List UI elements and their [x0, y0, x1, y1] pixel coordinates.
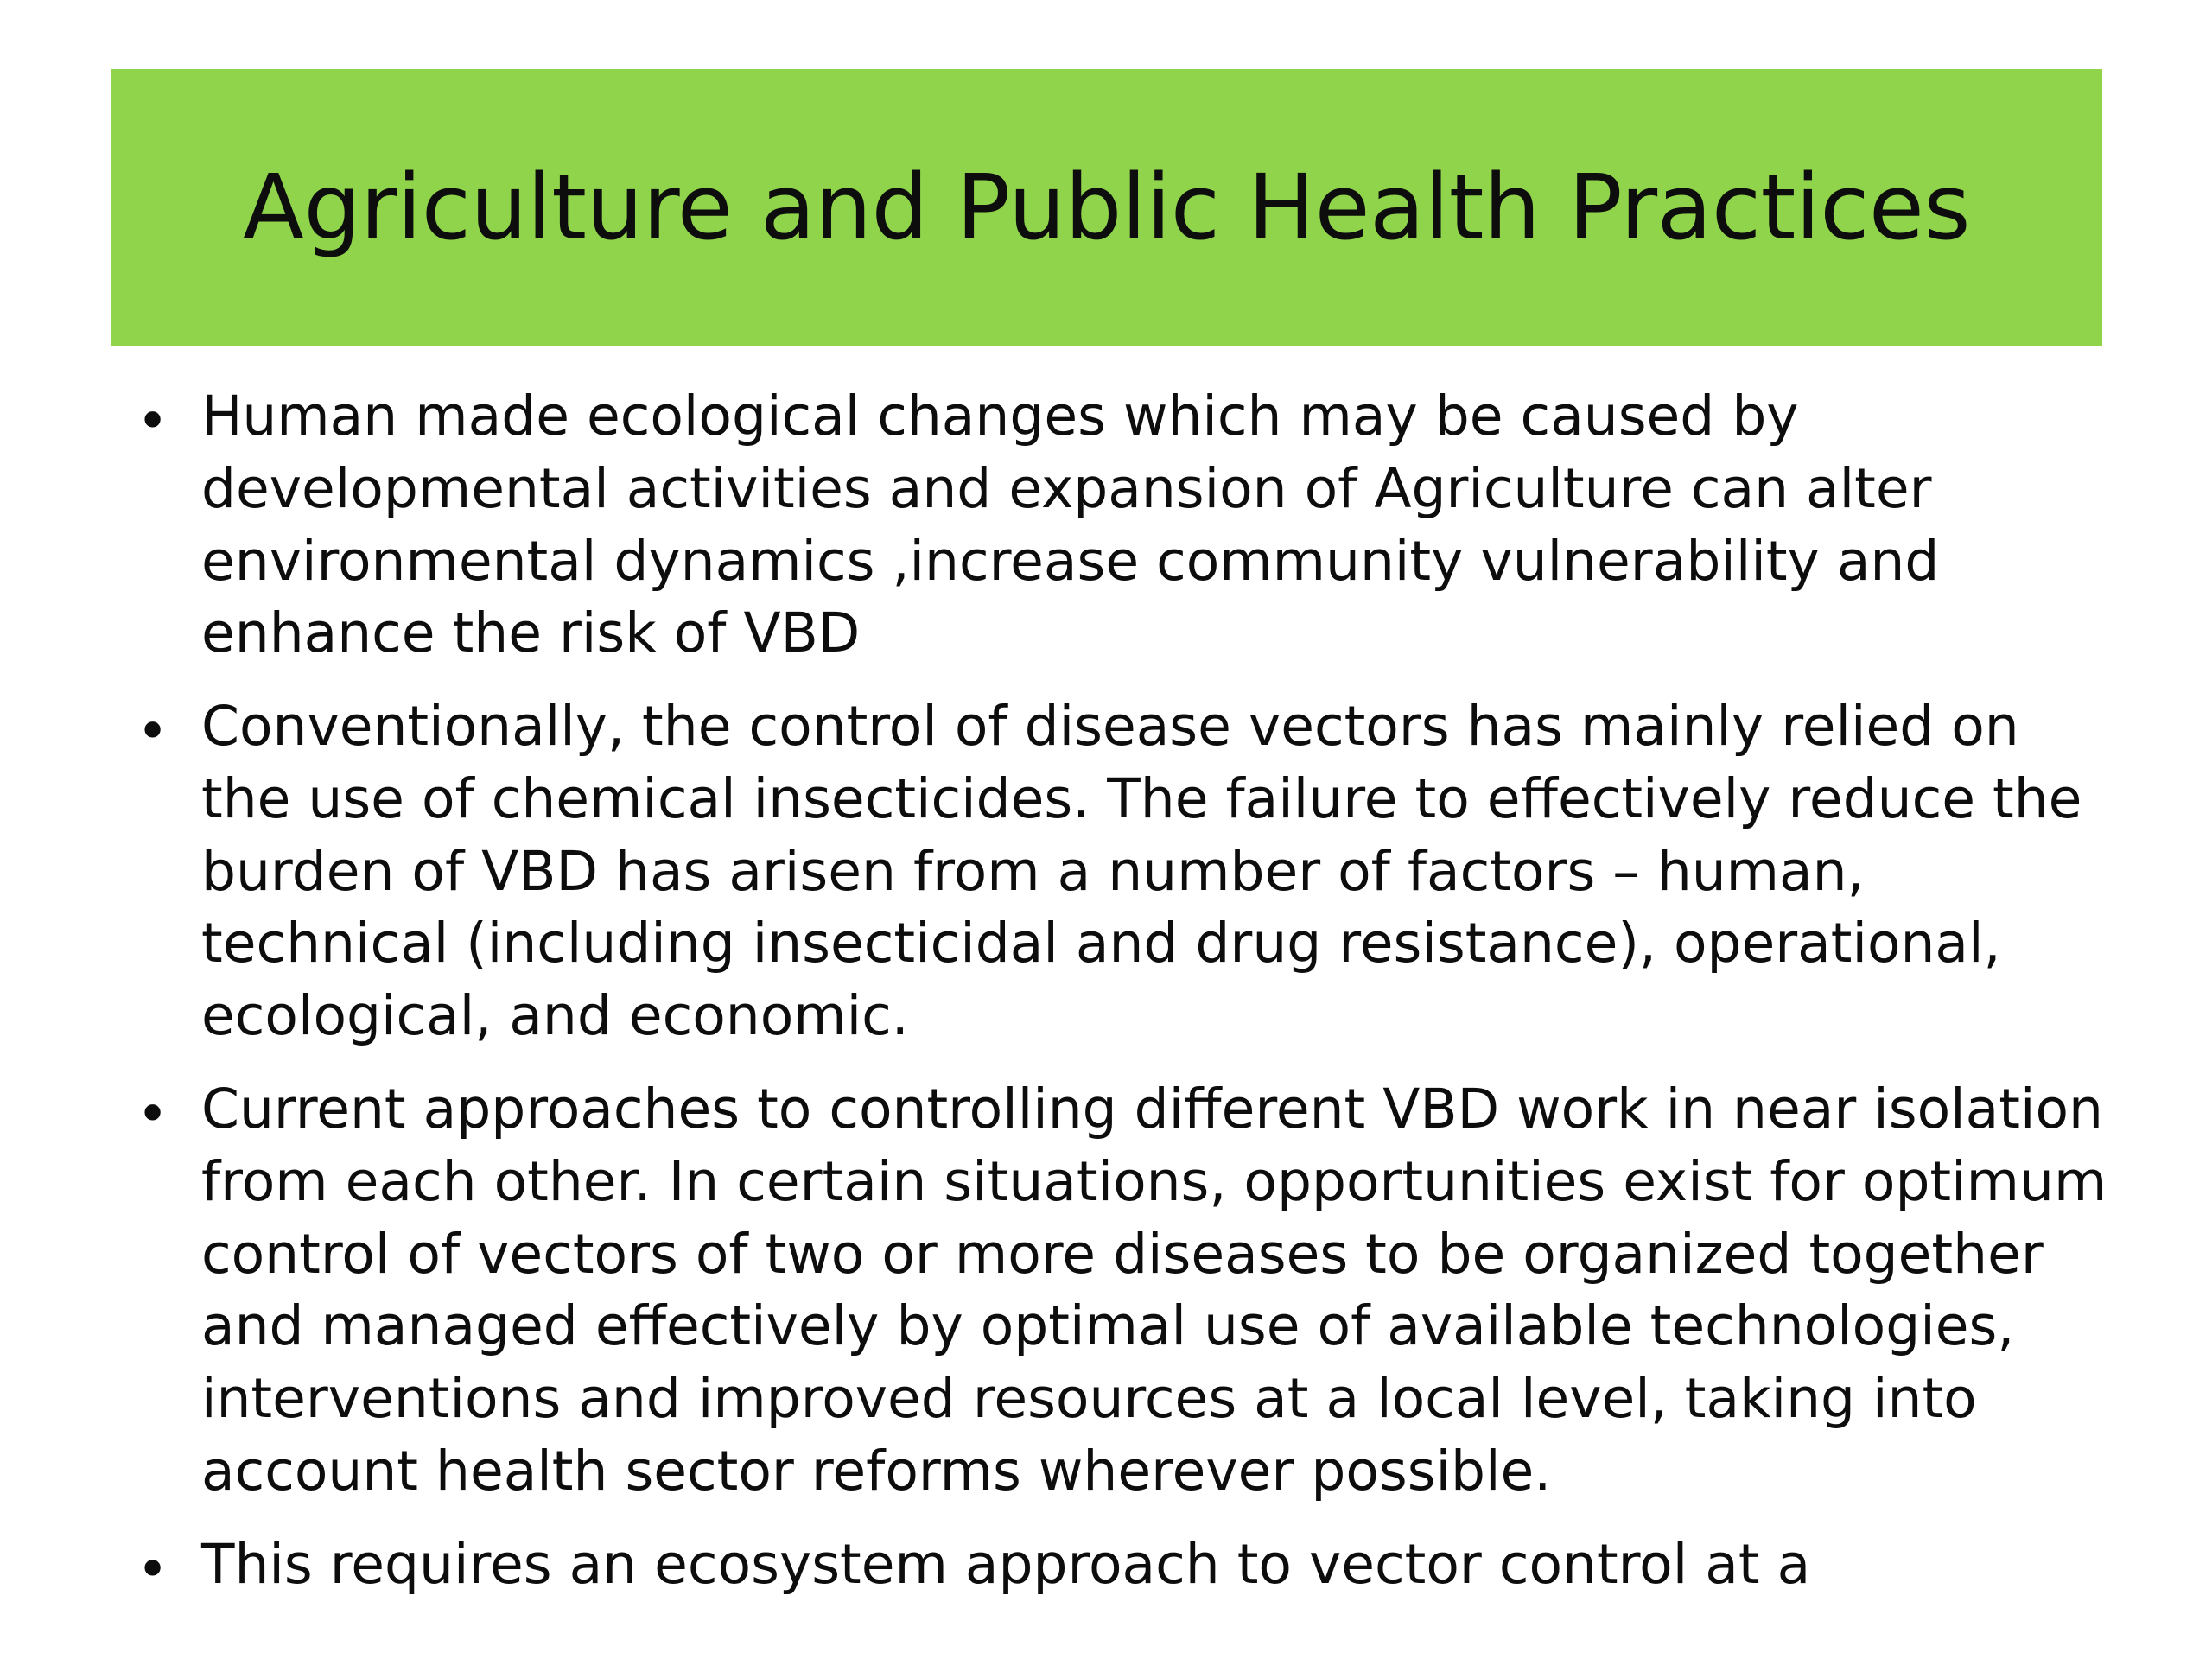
bullet-marker-icon: • [137, 1538, 169, 1602]
list-item [111, 1073, 2115, 1508]
bullet-marker-icon: • [137, 1083, 169, 1147]
slide-body [111, 380, 2115, 1650]
bullet-list [111, 380, 2115, 1601]
list-item [111, 1529, 2115, 1601]
list-item [111, 690, 2115, 1052]
list-item [111, 380, 2115, 670]
bullet-marker-icon: • [137, 700, 169, 764]
bullet-marker-icon: • [137, 390, 169, 454]
bullet-text: Conventionally, the control of disease vectors has mainly relied on the use of chemical insecticides. The failure to effectively reduce the burden of VBD has arisen from a number of factors – human, technical (including insecticidal and drug resistance), operational, ecological, and economic. [201, 695, 2082, 1048]
bullet-text: This requires an ecosystem approach to vector control at a [201, 1532, 1811, 1596]
slide-title-band [111, 69, 2102, 346]
bullet-text: Current approaches to controlling different VBD work in near isolation from each other. In certain situations, opportunities exist for optimum control of vectors of two or more diseases to be organized together and managed effectively by optimal use of available technologies, interventions and improved resources at a local level, taking into account health sector reforms wherever possible. [201, 1077, 2107, 1503]
page-title: Agriculture and Public Health Practices [242, 154, 1971, 260]
bullet-text: Human made ecological changes which may be caused by developmental activities and expansion of Agriculture can alter environmental dynamics ,increase community vulnerability and enhance the risk of VBD [201, 385, 1940, 665]
